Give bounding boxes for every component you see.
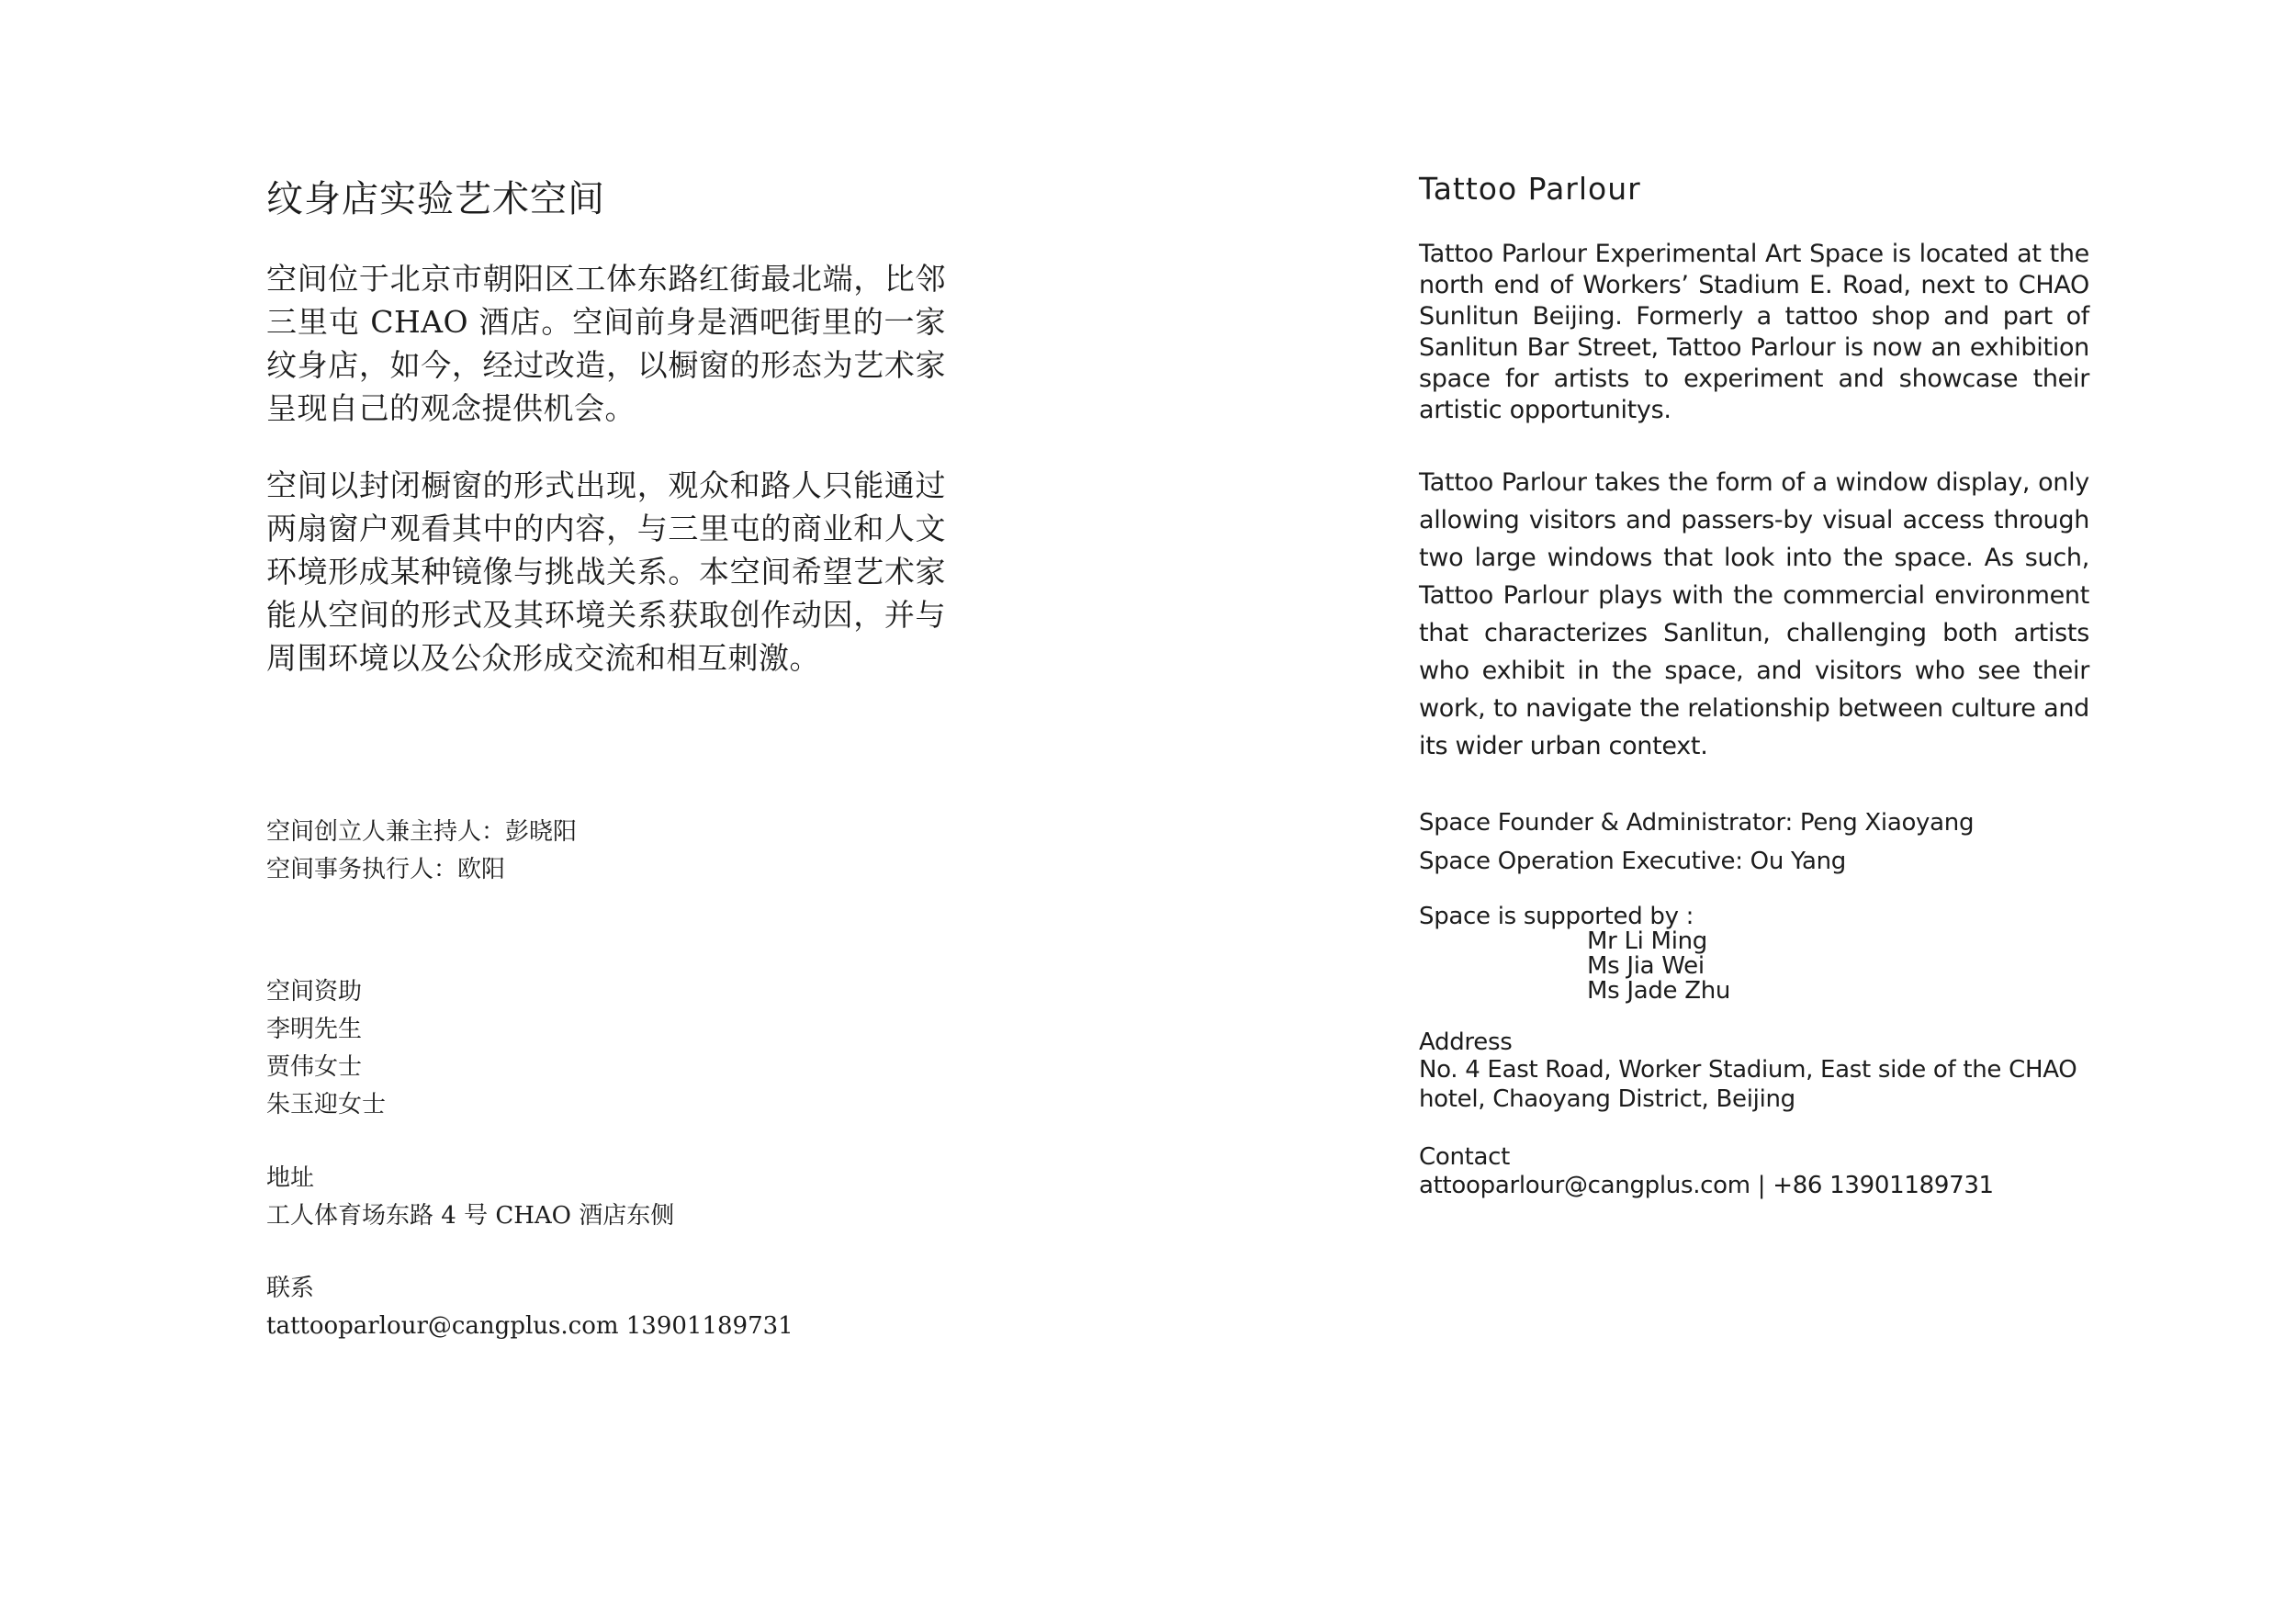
chinese-supporter: 贾伟女士	[266, 1053, 363, 1081]
chinese-contact: tattooparlour@cangplus.com 13901189731	[266, 1312, 793, 1340]
english-credits	[1419, 804, 1974, 881]
english-contact-block	[1419, 1143, 1994, 1200]
english-supporter: Ms Jade Zhu	[1587, 977, 1731, 1005]
english-title: Tattoo Parlour	[1419, 171, 1641, 207]
chinese-credits	[266, 814, 577, 889]
english-support-heading: Space is supported by :	[1419, 903, 1694, 930]
chinese-contact-block	[266, 1270, 793, 1345]
chinese-paragraph-concept: 空间以封闭橱窗的形式出现，观众和路人只能通过两扇窗户观看其中的内容，与三里屯的商业和人文环境形成某种镜像与挑战关系。本空间希望艺术家能从空间的形式及其环境关系获取创作动因，并与周围环境以及公众形成交流和相互刺激。	[266, 467, 946, 676]
english-address-line: hotel, Chaoyang District, Beijing	[1419, 1085, 1795, 1113]
english-address-line: No. 4 East Road, Worker Stadium, East side of the CHAO	[1419, 1056, 2077, 1084]
english-founder: Space Founder & Administrator: Peng Xiaoyang	[1419, 809, 1975, 837]
chinese-founder: 空间创立人兼主持人：彭晓阳	[266, 818, 578, 846]
chinese-support-heading: 空间资助	[266, 978, 363, 1006]
chinese-address: 工人体育场东路 4 号 CHAO 酒店东侧	[266, 1202, 675, 1230]
chinese-paragraph-intro: 空间位于北京市朝阳区工体东路红街最北端，比邻三里屯 CHAO 酒店。空间前身是酒吧街里的一家纹身店，如今，经过改造，以橱窗的形态为艺术家呈现自己的观念提供机会。	[266, 261, 946, 426]
english-address-block	[1419, 1030, 2077, 1114]
english-contact-heading: Contact	[1419, 1143, 1511, 1171]
english-supporter: Ms Jia Wei	[1587, 952, 1705, 980]
english-paragraph-intro: Tattoo Parlour Experimental Art Space is located at the north end of Workers’ Stadium E. Road, next to CHAO Sunlitun Beijing. Formerly a tattoo shop and part of Sanlitun Bar Street, Tattoo Parlour is now an exhibition space for artists to experiment and showcase their artistic opportunitys.	[1419, 240, 2089, 424]
chinese-contact-heading: 联系	[266, 1275, 315, 1302]
chinese-title: 纹身店实验艺术空间	[266, 178, 605, 220]
chinese-address-block	[266, 1160, 674, 1235]
chinese-supporter: 李明先生	[266, 1016, 363, 1043]
english-executive: Space Operation Executive: Ou Yang	[1419, 848, 1846, 875]
chinese-executive: 空间事务执行人：欧阳	[266, 856, 506, 883]
english-address-heading: Address	[1419, 1028, 1513, 1056]
english-paragraph-concept: Tattoo Parlour takes the form of a window display, only allowing visitors and passers-by visual access through two large windows that look into the space. As such, Tattoo Parlour plays with the commercial environment that characterizes Sanlitun, challenging both artists who exhibit in the space, and visitors who see their work, to navigate the relationship between culture and its wider urban context.	[1419, 468, 2089, 760]
chinese-supporter: 朱玉迎女士	[266, 1091, 387, 1118]
english-contact: attooparlour@cangplus.com | +86 13901189731	[1419, 1172, 1994, 1199]
english-support-block	[1419, 905, 1730, 1004]
chinese-support-block	[266, 973, 386, 1124]
chinese-address-heading: 地址	[266, 1164, 315, 1192]
english-supporter: Mr Li Ming	[1587, 927, 1707, 955]
